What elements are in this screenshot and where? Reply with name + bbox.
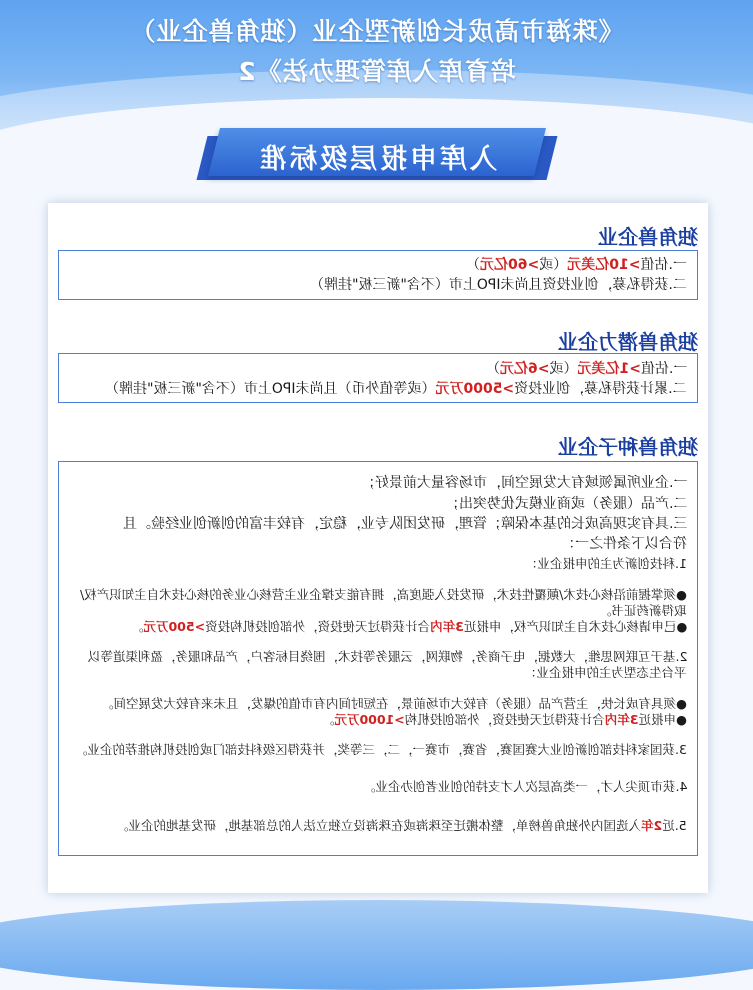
criteria-box-potential	[58, 353, 698, 403]
criteria-line	[116, 817, 687, 834]
criteria-line	[361, 474, 687, 492]
criteria-text: 一.估值	[640, 257, 687, 273]
criteria-line	[525, 555, 687, 572]
section-banner	[202, 128, 552, 184]
criteria-box-unicorn	[58, 250, 698, 300]
page-title-line-1: 《珠海市高成长创新型企业（独角兽企业）	[129, 17, 624, 46]
criteria-text: 。	[130, 619, 144, 634]
highlight-value: 3年内	[604, 712, 639, 727]
criteria-text: （或	[539, 257, 568, 273]
content-card	[48, 203, 708, 893]
criteria-line	[599, 602, 687, 619]
criteria-text: 二.获得私募，创业投资且尚未IPO上市（不含"新三板"挂牌）	[310, 277, 687, 293]
criteria-text: ●已申请核心技术自主知识产权，申报近	[463, 619, 687, 634]
criteria-text: 。	[322, 712, 335, 727]
criteria-line	[486, 360, 687, 378]
criteria-text: ●须具有成长快，主营产品（服务）有较大市场前景，在短时间内有市值的爆发，且未来有较大发展空间。	[101, 696, 687, 711]
criteria-line	[101, 695, 687, 712]
highlight-value: >1000万元	[334, 712, 405, 727]
criteria-line	[105, 380, 687, 398]
criteria-text: 平台生态型为主的申报企业：	[524, 665, 687, 680]
criteria-line	[80, 586, 687, 603]
criteria-text: 4.获市顶尖人才，一类高层次人才支持的创业者创办企业。	[362, 779, 687, 794]
highlight-value: >10亿美元	[567, 257, 641, 273]
criteria-line	[561, 535, 687, 553]
criteria-line	[131, 618, 687, 635]
criteria-text: 1.科技创新为主的申报企业：	[525, 556, 687, 571]
header-background	[0, 0, 753, 140]
criteria-text: 一.估值	[640, 361, 687, 377]
section-title-unicorn: 独角兽企业	[598, 225, 698, 249]
criteria-text: ●申报近	[638, 712, 687, 727]
highlight-value: >6亿元	[499, 361, 550, 377]
highlight-value: >500万元	[143, 619, 205, 634]
criteria-text: ●须掌握前沿核心技术/颠覆性技术，研发投入强度高，拥有能支撑企业主营核心业务的核心技术自主知识产权/	[80, 587, 687, 602]
criteria-text: （或等值外币）且尚未IPO上市（不含"新三板"挂牌）	[105, 381, 436, 397]
section-title-potential: 独角兽潜力企业	[558, 330, 698, 354]
criteria-text: 二.累计获得私募，创业投资	[514, 381, 687, 397]
highlight-value: >5000万元	[435, 381, 515, 397]
criteria-text: 5.近	[662, 818, 687, 833]
page-title-line-2: 培育库入库管理办法》2	[237, 57, 516, 86]
highlight-value: >1亿美元	[577, 361, 641, 377]
criteria-line	[310, 276, 687, 294]
criteria-text: 符合以下条件之一：	[561, 536, 687, 552]
criteria-text: 取得新药证书。	[599, 603, 687, 618]
section-title-seed: 独角兽种子企业	[558, 435, 698, 459]
criteria-text: （或	[549, 361, 578, 377]
criteria-line	[88, 648, 687, 665]
criteria-line	[524, 664, 687, 681]
highlight-value: 2年	[641, 818, 663, 833]
highlight-value: 3年内	[429, 619, 464, 634]
criteria-text: 合计获得过天使投资，外部创投机构	[404, 712, 605, 727]
criteria-text: 一.企业所属领域有大发展空间，市场容量大前景好；	[360, 475, 687, 491]
criteria-text: ）	[485, 361, 500, 377]
criteria-line	[75, 741, 687, 758]
criteria-text: 三.具有实现高成长的基本保障；管理，研发团队专业，稳定，有较丰富的创新创业经验。且	[122, 516, 687, 532]
criteria-line	[445, 495, 687, 513]
criteria-box-seed	[58, 461, 698, 856]
criteria-line	[466, 256, 687, 274]
criteria-line	[363, 778, 687, 795]
criteria-text: 2.基于互联网思维，大数据，电子商务，物联网，云服务等技术，围绕目标客户，产品和服务，盈利渠道等以	[87, 649, 687, 664]
criteria-line	[123, 515, 687, 533]
criteria-text: 合计获得过天使投资，外部创投机构投资	[204, 619, 430, 634]
highlight-value: >60亿元	[480, 257, 540, 273]
footer-wave	[0, 900, 753, 990]
criteria-text: ）	[466, 257, 481, 273]
criteria-text: 3.获国家科技部创新创业大赛国赛，省赛，市赛一，二，三等奖，并获得区级科技部门或创投机构推荐的企业。	[75, 742, 687, 757]
banner-title: 入库申报层级标准	[257, 144, 497, 175]
criteria-line	[322, 711, 687, 728]
criteria-text: 入选国内外独角兽榜单，整体搬迁至珠海或在珠海设立独立法人的总部基地，研发基地的企业。	[116, 818, 642, 833]
criteria-text: 二.产品（服务）或商业模式优势突出；	[444, 496, 687, 512]
